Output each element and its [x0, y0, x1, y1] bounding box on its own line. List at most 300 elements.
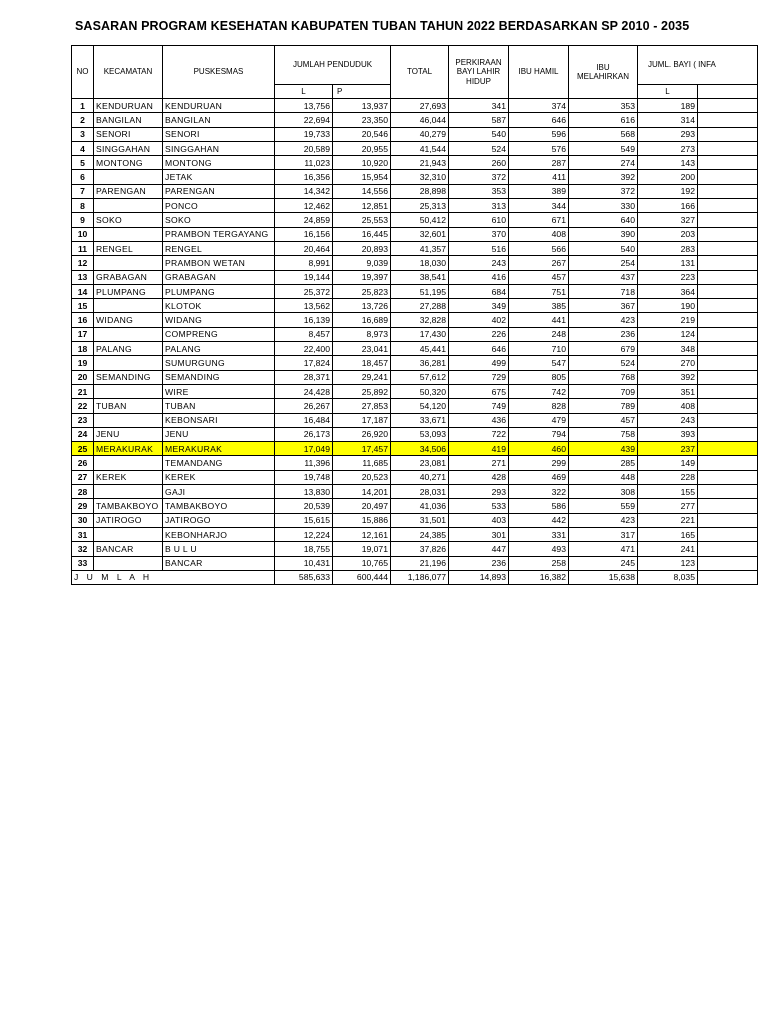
cell-blh: 729	[449, 370, 509, 384]
cell-bayi-p	[698, 284, 758, 298]
cell-l: 20,539	[275, 499, 333, 513]
cell-bumil: 576	[509, 141, 569, 155]
cell-p: 25,553	[333, 213, 391, 227]
cell-bayi-l: 189	[638, 99, 698, 113]
cell-blh: 260	[449, 156, 509, 170]
cell-bulin: 559	[569, 499, 638, 513]
cell-bayi-p	[698, 527, 758, 541]
cell-bayi-p	[698, 213, 758, 227]
cell-kecamatan: BANCAR	[94, 542, 163, 556]
cell-kecamatan	[94, 413, 163, 427]
cell-bumil: 828	[509, 399, 569, 413]
cell-no: 13	[72, 270, 94, 284]
cell-l: 19,144	[275, 270, 333, 284]
cell-bayi-p	[698, 470, 758, 484]
cell-no: 32	[72, 542, 94, 556]
cell-l: 20,589	[275, 141, 333, 155]
cell-blh: 540	[449, 127, 509, 141]
cell-p: 19,397	[333, 270, 391, 284]
cell-l: 16,139	[275, 313, 333, 327]
cell-puskesmas: PRAMBON TERGAYANG	[163, 227, 275, 241]
cell-total: 38,541	[391, 270, 449, 284]
cell-no: 19	[72, 356, 94, 370]
cell-bayi-l: 293	[638, 127, 698, 141]
cell-puskesmas: TAMBAKBOYO	[163, 499, 275, 513]
subheader-l: L	[275, 85, 333, 99]
cell-bumil: 299	[509, 456, 569, 470]
cell-p: 15,954	[333, 170, 391, 184]
cell-bumil: 248	[509, 327, 569, 341]
cell-total: 28,898	[391, 184, 449, 198]
cell-no: 20	[72, 370, 94, 384]
cell-kecamatan	[94, 356, 163, 370]
cell-total: 27,693	[391, 99, 449, 113]
cell-bumil: 267	[509, 256, 569, 270]
cell-bulin: 317	[569, 527, 638, 541]
cell-bulin: 236	[569, 327, 638, 341]
cell-puskesmas: KEBONSARI	[163, 413, 275, 427]
table-row	[72, 156, 758, 170]
table-row	[72, 342, 758, 356]
cell-bayi-l: 351	[638, 384, 698, 398]
cell-puskesmas: JENU	[163, 427, 275, 441]
cell-l: 17,049	[275, 442, 333, 456]
cell-l: 12,462	[275, 199, 333, 213]
cell-l: 16,484	[275, 413, 333, 427]
cell-kecamatan: SEMANDING	[94, 370, 163, 384]
table-row	[72, 356, 758, 370]
cell-p: 13,726	[333, 299, 391, 313]
cell-blh: 313	[449, 199, 509, 213]
totals-total: 1,186,077	[391, 570, 449, 584]
cell-blh: 533	[449, 499, 509, 513]
cell-bayi-l: 219	[638, 313, 698, 327]
cell-bumil: 805	[509, 370, 569, 384]
table-row	[72, 170, 758, 184]
cell-bulin: 768	[569, 370, 638, 384]
cell-total: 21,943	[391, 156, 449, 170]
cell-total: 21,196	[391, 556, 449, 570]
cell-kecamatan	[94, 299, 163, 313]
table-row	[72, 313, 758, 327]
table-row	[72, 556, 758, 570]
table-row	[72, 284, 758, 298]
cell-puskesmas: WIRE	[163, 384, 275, 398]
cell-bayi-l: 393	[638, 427, 698, 441]
cell-p: 16,689	[333, 313, 391, 327]
cell-bumil: 460	[509, 442, 569, 456]
cell-bayi-l: 283	[638, 241, 698, 255]
cell-kecamatan: PARENGAN	[94, 184, 163, 198]
cell-no: 17	[72, 327, 94, 341]
cell-no: 29	[72, 499, 94, 513]
cell-l: 16,156	[275, 227, 333, 241]
cell-puskesmas: COMPRENG	[163, 327, 275, 341]
cell-puskesmas: KEBONHARJO	[163, 527, 275, 541]
spreadsheet-table	[71, 45, 716, 590]
cell-no: 2	[72, 113, 94, 127]
cell-bayi-p	[698, 99, 758, 113]
cell-puskesmas: GAJI	[163, 485, 275, 499]
cell-bayi-l: 200	[638, 170, 698, 184]
cell-no: 27	[72, 470, 94, 484]
cell-bayi-l: 243	[638, 413, 698, 427]
cell-bulin: 353	[569, 99, 638, 113]
cell-kecamatan: SOKO	[94, 213, 163, 227]
cell-bumil: 710	[509, 342, 569, 356]
cell-bulin: 423	[569, 313, 638, 327]
cell-bulin: 758	[569, 427, 638, 441]
cell-p: 20,893	[333, 241, 391, 255]
cell-l: 13,562	[275, 299, 333, 313]
cell-bulin: 448	[569, 470, 638, 484]
cell-l: 14,342	[275, 184, 333, 198]
cell-bayi-p	[698, 370, 758, 384]
cell-bumil: 596	[509, 127, 569, 141]
cell-bulin: 437	[569, 270, 638, 284]
cell-bumil: 408	[509, 227, 569, 241]
cell-p: 14,556	[333, 184, 391, 198]
cell-puskesmas: PARENGAN	[163, 184, 275, 198]
cell-bayi-l: 364	[638, 284, 698, 298]
cell-bumil: 322	[509, 485, 569, 499]
cell-bulin: 285	[569, 456, 638, 470]
cell-bayi-p	[698, 227, 758, 241]
cell-bayi-p	[698, 456, 758, 470]
table-row	[72, 127, 758, 141]
cell-no: 26	[72, 456, 94, 470]
cell-puskesmas: SEMANDING	[163, 370, 275, 384]
cell-total: 53,093	[391, 427, 449, 441]
cell-p: 20,523	[333, 470, 391, 484]
cell-kecamatan	[94, 327, 163, 341]
cell-no: 15	[72, 299, 94, 313]
cell-bayi-l: 327	[638, 213, 698, 227]
cell-blh: 610	[449, 213, 509, 227]
cell-bayi-p	[698, 141, 758, 155]
cell-bayi-p	[698, 342, 758, 356]
cell-no: 3	[72, 127, 94, 141]
cell-puskesmas: PLUMPANG	[163, 284, 275, 298]
cell-total: 25,313	[391, 199, 449, 213]
cell-bulin: 568	[569, 127, 638, 141]
cell-bumil: 794	[509, 427, 569, 441]
cell-bulin: 245	[569, 556, 638, 570]
cell-bayi-p	[698, 199, 758, 213]
cell-bayi-l: 348	[638, 342, 698, 356]
cell-bayi-p	[698, 542, 758, 556]
table-row	[72, 270, 758, 284]
cell-kecamatan	[94, 384, 163, 398]
cell-bayi-l: 192	[638, 184, 698, 198]
cell-p: 20,497	[333, 499, 391, 513]
cell-kecamatan: KENDURUAN	[94, 99, 163, 113]
cell-puskesmas: BANGILAN	[163, 113, 275, 127]
cell-blh: 372	[449, 170, 509, 184]
table-row	[72, 542, 758, 556]
header-no: NO	[72, 46, 94, 99]
cell-bulin: 549	[569, 141, 638, 155]
table-row	[72, 370, 758, 384]
cell-p: 13,937	[333, 99, 391, 113]
cell-l: 22,694	[275, 113, 333, 127]
cell-blh: 516	[449, 241, 509, 255]
cell-bumil: 646	[509, 113, 569, 127]
table-body	[72, 99, 758, 571]
cell-puskesmas: PONCO	[163, 199, 275, 213]
cell-p: 17,187	[333, 413, 391, 427]
cell-puskesmas: WIDANG	[163, 313, 275, 327]
cell-bulin: 789	[569, 399, 638, 413]
table-row	[72, 256, 758, 270]
cell-blh: 419	[449, 442, 509, 456]
cell-kecamatan: BANGILAN	[94, 113, 163, 127]
cell-bumil: 566	[509, 241, 569, 255]
cell-bayi-l: 190	[638, 299, 698, 313]
cell-no: 1	[72, 99, 94, 113]
cell-blh: 447	[449, 542, 509, 556]
cell-no: 6	[72, 170, 94, 184]
cell-puskesmas: B U L U	[163, 542, 275, 556]
cell-kecamatan: SENORI	[94, 127, 163, 141]
cell-l: 18,755	[275, 542, 333, 556]
cell-bayi-p	[698, 270, 758, 284]
cell-bayi-l: 124	[638, 327, 698, 341]
table-row	[72, 213, 758, 227]
cell-bayi-l: 143	[638, 156, 698, 170]
cell-kecamatan: PLUMPANG	[94, 284, 163, 298]
cell-bulin: 679	[569, 342, 638, 356]
cell-total: 17,430	[391, 327, 449, 341]
cell-p: 12,161	[333, 527, 391, 541]
cell-bayi-p	[698, 127, 758, 141]
cell-bayi-p	[698, 413, 758, 427]
totals-blh: 14,893	[449, 570, 509, 584]
cell-bulin: 640	[569, 213, 638, 227]
header-ibu-hamil: IBU HAMIL	[509, 46, 569, 99]
cell-bayi-p	[698, 256, 758, 270]
cell-bumil: 374	[509, 99, 569, 113]
cell-kecamatan	[94, 456, 163, 470]
cell-bulin: 423	[569, 513, 638, 527]
cell-bumil: 671	[509, 213, 569, 227]
cell-bayi-l: 166	[638, 199, 698, 213]
cell-p: 26,920	[333, 427, 391, 441]
table-row	[72, 227, 758, 241]
cell-no: 16	[72, 313, 94, 327]
cell-total: 32,601	[391, 227, 449, 241]
cell-puskesmas: SUMURGUNG	[163, 356, 275, 370]
cell-bulin: 254	[569, 256, 638, 270]
cell-l: 24,859	[275, 213, 333, 227]
cell-bulin: 524	[569, 356, 638, 370]
cell-bayi-l: 392	[638, 370, 698, 384]
cell-bayi-p	[698, 113, 758, 127]
cell-total: 41,357	[391, 241, 449, 255]
cell-total: 24,385	[391, 527, 449, 541]
cell-kecamatan: JENU	[94, 427, 163, 441]
cell-puskesmas: MERAKURAK	[163, 442, 275, 456]
totals-bumil: 16,382	[509, 570, 569, 584]
cell-bayi-l: 270	[638, 356, 698, 370]
cell-kecamatan: TAMBAKBOYO	[94, 499, 163, 513]
table-row	[72, 327, 758, 341]
cell-blh: 646	[449, 342, 509, 356]
cell-total: 36,281	[391, 356, 449, 370]
cell-blh: 675	[449, 384, 509, 398]
table-row	[72, 199, 758, 213]
cell-bumil: 547	[509, 356, 569, 370]
cell-l: 8,457	[275, 327, 333, 341]
cell-bayi-p	[698, 356, 758, 370]
cell-bulin: 471	[569, 542, 638, 556]
cell-no: 30	[72, 513, 94, 527]
cell-l: 26,173	[275, 427, 333, 441]
cell-puskesmas: KEREK	[163, 470, 275, 484]
cell-blh: 402	[449, 313, 509, 327]
cell-bulin: 718	[569, 284, 638, 298]
cell-p: 10,920	[333, 156, 391, 170]
cell-l: 22,400	[275, 342, 333, 356]
cell-puskesmas: PRAMBON WETAN	[163, 256, 275, 270]
table-row	[72, 141, 758, 155]
cell-puskesmas: JATIROGO	[163, 513, 275, 527]
cell-no: 4	[72, 141, 94, 155]
cell-blh: 436	[449, 413, 509, 427]
cell-blh: 403	[449, 513, 509, 527]
cell-blh: 341	[449, 99, 509, 113]
cell-blh: 226	[449, 327, 509, 341]
cell-puskesmas: TEMANDANG	[163, 456, 275, 470]
table-row	[72, 499, 758, 513]
table-row	[72, 241, 758, 255]
cell-p: 11,685	[333, 456, 391, 470]
table-row	[72, 527, 758, 541]
cell-blh: 587	[449, 113, 509, 127]
cell-bumil: 442	[509, 513, 569, 527]
cell-bulin: 274	[569, 156, 638, 170]
cell-puskesmas: JETAK	[163, 170, 275, 184]
cell-l: 12,224	[275, 527, 333, 541]
cell-no: 31	[72, 527, 94, 541]
cell-kecamatan	[94, 170, 163, 184]
cell-bayi-p	[698, 313, 758, 327]
cell-bayi-l: 155	[638, 485, 698, 499]
cell-l: 16,356	[275, 170, 333, 184]
table-row	[72, 99, 758, 113]
cell-bayi-l: 123	[638, 556, 698, 570]
cell-bayi-p	[698, 513, 758, 527]
cell-blh: 749	[449, 399, 509, 413]
header-puskesmas: PUSKESMAS	[163, 46, 275, 99]
cell-bayi-l: 223	[638, 270, 698, 284]
table-row	[72, 299, 758, 313]
table-row	[72, 427, 758, 441]
cell-blh: 293	[449, 485, 509, 499]
cell-bayi-p	[698, 556, 758, 570]
totals-bayi-l: 8,035	[638, 570, 698, 584]
subheader-bayi-p	[698, 85, 758, 99]
cell-bayi-p	[698, 427, 758, 441]
cell-l: 10,431	[275, 556, 333, 570]
cell-kecamatan: MERAKURAK	[94, 442, 163, 456]
cell-l: 11,023	[275, 156, 333, 170]
cell-bulin: 616	[569, 113, 638, 127]
cell-bayi-p	[698, 327, 758, 341]
cell-total: 32,828	[391, 313, 449, 327]
cell-l: 17,824	[275, 356, 333, 370]
cell-bayi-l: 228	[638, 470, 698, 484]
cell-p: 14,201	[333, 485, 391, 499]
cell-bumil: 385	[509, 299, 569, 313]
cell-no: 5	[72, 156, 94, 170]
cell-p: 10,765	[333, 556, 391, 570]
cell-total: 40,279	[391, 127, 449, 141]
cell-bayi-l: 314	[638, 113, 698, 127]
cell-l: 25,372	[275, 284, 333, 298]
cell-kecamatan: JATIROGO	[94, 513, 163, 527]
header-total: TOTAL	[391, 46, 449, 99]
table-row	[72, 399, 758, 413]
cell-bumil: 331	[509, 527, 569, 541]
cell-no: 21	[72, 384, 94, 398]
header-bayi-lahir-hidup: PERKIRAAN BAYI LAHIR HIDUP	[449, 46, 509, 99]
cell-puskesmas: RENGEL	[163, 241, 275, 255]
cell-no: 22	[72, 399, 94, 413]
cell-bayi-l: 131	[638, 256, 698, 270]
cell-bulin: 390	[569, 227, 638, 241]
cell-p: 12,851	[333, 199, 391, 213]
cell-p: 16,445	[333, 227, 391, 241]
cell-no: 12	[72, 256, 94, 270]
cell-total: 23,081	[391, 456, 449, 470]
cell-total: 32,310	[391, 170, 449, 184]
cell-p: 29,241	[333, 370, 391, 384]
cell-blh: 499	[449, 356, 509, 370]
cell-total: 50,320	[391, 384, 449, 398]
cell-total: 31,501	[391, 513, 449, 527]
cell-bumil: 479	[509, 413, 569, 427]
cell-bulin: 392	[569, 170, 638, 184]
cell-p: 23,350	[333, 113, 391, 127]
totals-l: 585,633	[275, 570, 333, 584]
cell-total: 33,671	[391, 413, 449, 427]
cell-blh: 684	[449, 284, 509, 298]
cell-bayi-p	[698, 442, 758, 456]
table-row	[72, 513, 758, 527]
cell-bumil: 586	[509, 499, 569, 513]
cell-p: 8,973	[333, 327, 391, 341]
header-kecamatan: KECAMATAN	[94, 46, 163, 99]
cell-bayi-p	[698, 156, 758, 170]
cell-bulin: 367	[569, 299, 638, 313]
table-row	[72, 470, 758, 484]
cell-bumil: 389	[509, 184, 569, 198]
cell-bayi-p	[698, 399, 758, 413]
cell-p: 20,955	[333, 141, 391, 155]
cell-total: 40,271	[391, 470, 449, 484]
cell-bulin: 457	[569, 413, 638, 427]
cell-total: 57,612	[391, 370, 449, 384]
cell-p: 25,823	[333, 284, 391, 298]
cell-puskesmas: SINGGAHAN	[163, 141, 275, 155]
cell-blh: 349	[449, 299, 509, 313]
cell-kecamatan: TUBAN	[94, 399, 163, 413]
cell-total: 37,826	[391, 542, 449, 556]
cell-no: 9	[72, 213, 94, 227]
table-row	[72, 184, 758, 198]
cell-bulin: 439	[569, 442, 638, 456]
